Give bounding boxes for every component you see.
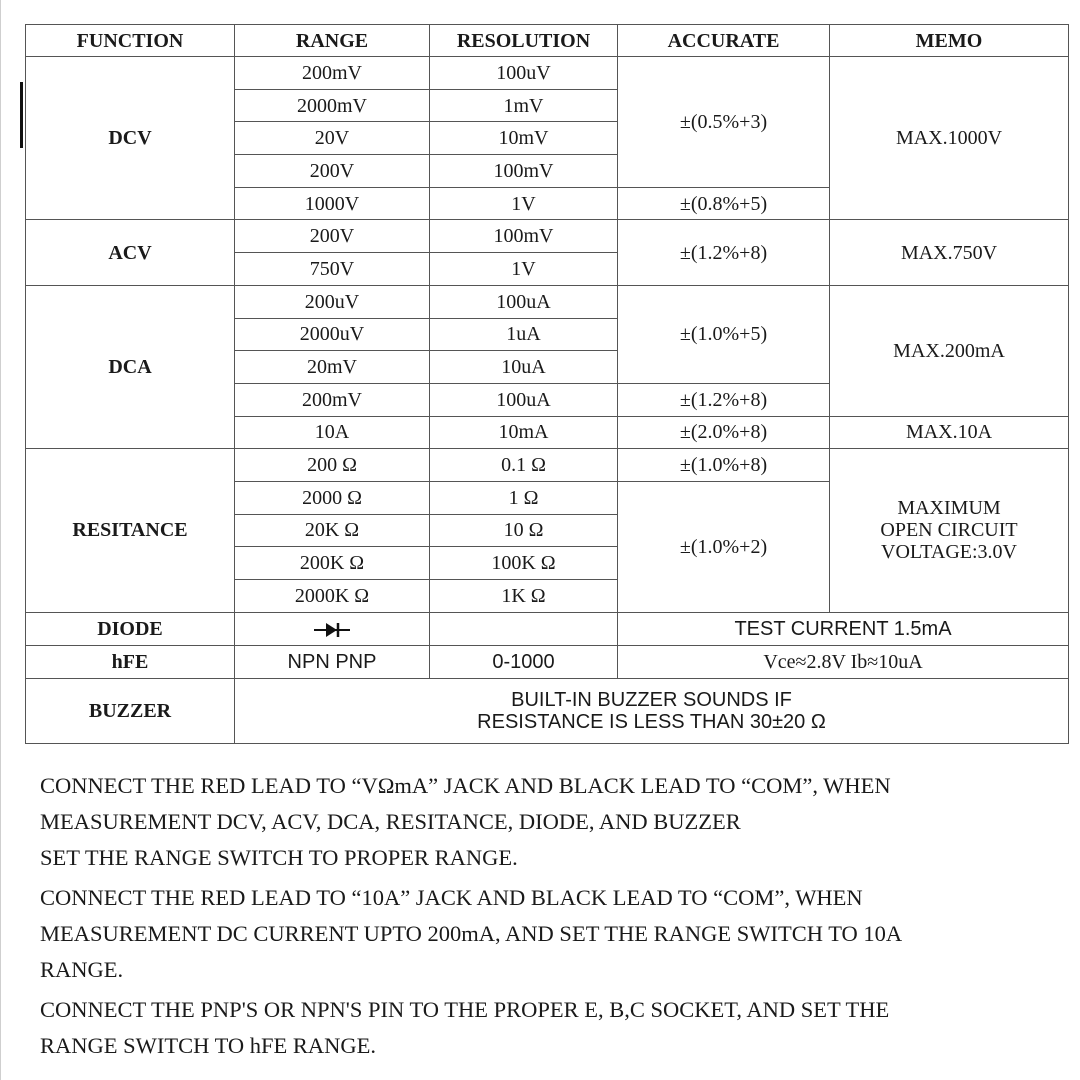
resolution-cell: 100K Ω	[430, 547, 618, 580]
function-hfe: hFE	[26, 645, 235, 678]
memo-cell	[830, 449, 1069, 612]
resolution-cell: 100uV	[430, 57, 618, 90]
range-cell: 200V	[235, 220, 430, 253]
range-cell: 2000 Ω	[235, 481, 430, 514]
range-cell	[235, 612, 430, 645]
table-row	[26, 612, 1069, 645]
instruction-paragraph	[40, 768, 1070, 876]
memo-line: MAXIMUM	[897, 497, 1001, 520]
range-cell: 20V	[235, 122, 430, 155]
instruction-paragraph	[40, 992, 1070, 1064]
instruction-line: SET THE RANGE SWITCH TO PROPER RANGE.	[40, 845, 518, 870]
resolution-cell	[430, 612, 618, 645]
range-cell: 2000K Ω	[235, 580, 430, 613]
table-row	[26, 449, 1069, 482]
range-cell: 200 Ω	[235, 449, 430, 482]
instruction-line: RANGE SWITCH TO hFE RANGE.	[40, 1033, 377, 1058]
accuracy-cell: ±(1.2%+8)	[618, 383, 830, 416]
resolution-cell: 0-1000	[430, 645, 618, 678]
range-cell: 200V	[235, 155, 430, 188]
accuracy-cell: ±(0.8%+5)	[618, 187, 830, 220]
table-row	[26, 57, 1069, 90]
function-dcv: DCV	[26, 57, 235, 220]
function-dca: DCA	[26, 285, 235, 448]
resolution-cell: 100mV	[430, 155, 618, 188]
range-cell: 20K Ω	[235, 514, 430, 547]
accuracy-cell: ±(2.0%+8)	[618, 416, 830, 449]
range-cell: 200mV	[235, 57, 430, 90]
header-range: RANGE	[235, 25, 430, 57]
decorative-left-bar	[20, 82, 23, 148]
resolution-cell: 1uA	[430, 318, 618, 351]
memo-cell: Vce≈2.8V Ib≈10uA	[618, 645, 1069, 678]
range-cell: 2000uV	[235, 318, 430, 351]
header-row	[26, 25, 1069, 57]
resolution-cell: 10mV	[430, 122, 618, 155]
instruction-line: MEASUREMENT DCV, ACV, DCA, RESITANCE, DIODE, AND BUZZER	[40, 809, 741, 834]
header-resolution: RESOLUTION	[430, 25, 618, 57]
instruction-line: MEASUREMENT DC CURRENT UPTO 200mA, AND SET THE RANGE SWITCH TO 10A	[40, 921, 903, 946]
table-row	[26, 678, 1069, 743]
range-cell: 200mV	[235, 383, 430, 416]
memo-cell: MAX.1000V	[830, 57, 1069, 220]
accuracy-cell: ±(0.5%+3)	[618, 57, 830, 188]
range-cell: 200uV	[235, 285, 430, 318]
range-cell: 20mV	[235, 351, 430, 384]
resolution-cell: 100uA	[430, 285, 618, 318]
resolution-cell: 1mV	[430, 89, 618, 122]
resolution-cell: 1V	[430, 187, 618, 220]
resolution-cell: 10uA	[430, 351, 618, 384]
diode-symbol-icon	[312, 621, 352, 639]
resolution-cell: 10 Ω	[430, 514, 618, 547]
memo-cell: TEST CURRENT 1.5mA	[618, 612, 1069, 645]
function-resistance: RESITANCE	[26, 449, 235, 612]
range-cell: 1000V	[235, 187, 430, 220]
page-left-edge	[0, 0, 1, 1080]
function-acv: ACV	[26, 220, 235, 285]
table-row	[26, 645, 1069, 678]
memo-line: BUILT-IN BUZZER SOUNDS IF	[511, 688, 792, 711]
instruction-line: RANGE.	[40, 957, 124, 982]
resolution-cell: 0.1 Ω	[430, 449, 618, 482]
instruction-paragraph	[40, 880, 1070, 988]
accuracy-cell: ±(1.0%+8)	[618, 449, 830, 482]
instruction-line: CONNECT THE PNP'S OR NPN'S PIN TO THE PROPER E, B,C SOCKET, AND SET THE	[40, 997, 890, 1022]
accuracy-cell: ±(1.0%+2)	[618, 481, 830, 612]
table-row	[26, 220, 1069, 253]
header-memo: MEMO	[830, 25, 1069, 57]
range-cell: NPN PNP	[235, 645, 430, 678]
instruction-line: CONNECT THE RED LEAD TO “10A” JACK AND BLACK LEAD TO “COM”, WHEN	[40, 885, 863, 910]
memo-cell: MAX.10A	[830, 416, 1069, 449]
range-cell: 750V	[235, 253, 430, 286]
header-function: FUNCTION	[26, 25, 235, 57]
memo-line: OPEN CIRCUIT	[880, 519, 1018, 542]
memo-cell	[235, 678, 1069, 743]
memo-cell: MAX.750V	[830, 220, 1069, 285]
spec-table	[25, 24, 1069, 744]
range-cell: 10A	[235, 416, 430, 449]
memo-line: VOLTAGE:3.0V	[881, 541, 1017, 564]
resolution-cell: 100uA	[430, 383, 618, 416]
resolution-cell: 1 Ω	[430, 481, 618, 514]
accuracy-cell: ±(1.2%+8)	[618, 220, 830, 285]
memo-cell: MAX.200mA	[830, 285, 1069, 416]
instructions	[40, 768, 1070, 1068]
accuracy-cell: ±(1.0%+5)	[618, 285, 830, 383]
range-cell: 200K Ω	[235, 547, 430, 580]
resolution-cell: 1K Ω	[430, 580, 618, 613]
resolution-cell: 10mA	[430, 416, 618, 449]
header-accurate: ACCURATE	[618, 25, 830, 57]
resolution-cell: 100mV	[430, 220, 618, 253]
memo-line: RESISTANCE IS LESS THAN 30±20 Ω	[477, 710, 826, 733]
function-diode: DIODE	[26, 612, 235, 645]
table-row	[26, 285, 1069, 318]
function-buzzer: BUZZER	[26, 678, 235, 743]
instruction-line: CONNECT THE RED LEAD TO “VΩmA” JACK AND BLACK LEAD TO “COM”, WHEN	[40, 773, 891, 798]
range-cell: 2000mV	[235, 89, 430, 122]
resolution-cell: 1V	[430, 253, 618, 286]
